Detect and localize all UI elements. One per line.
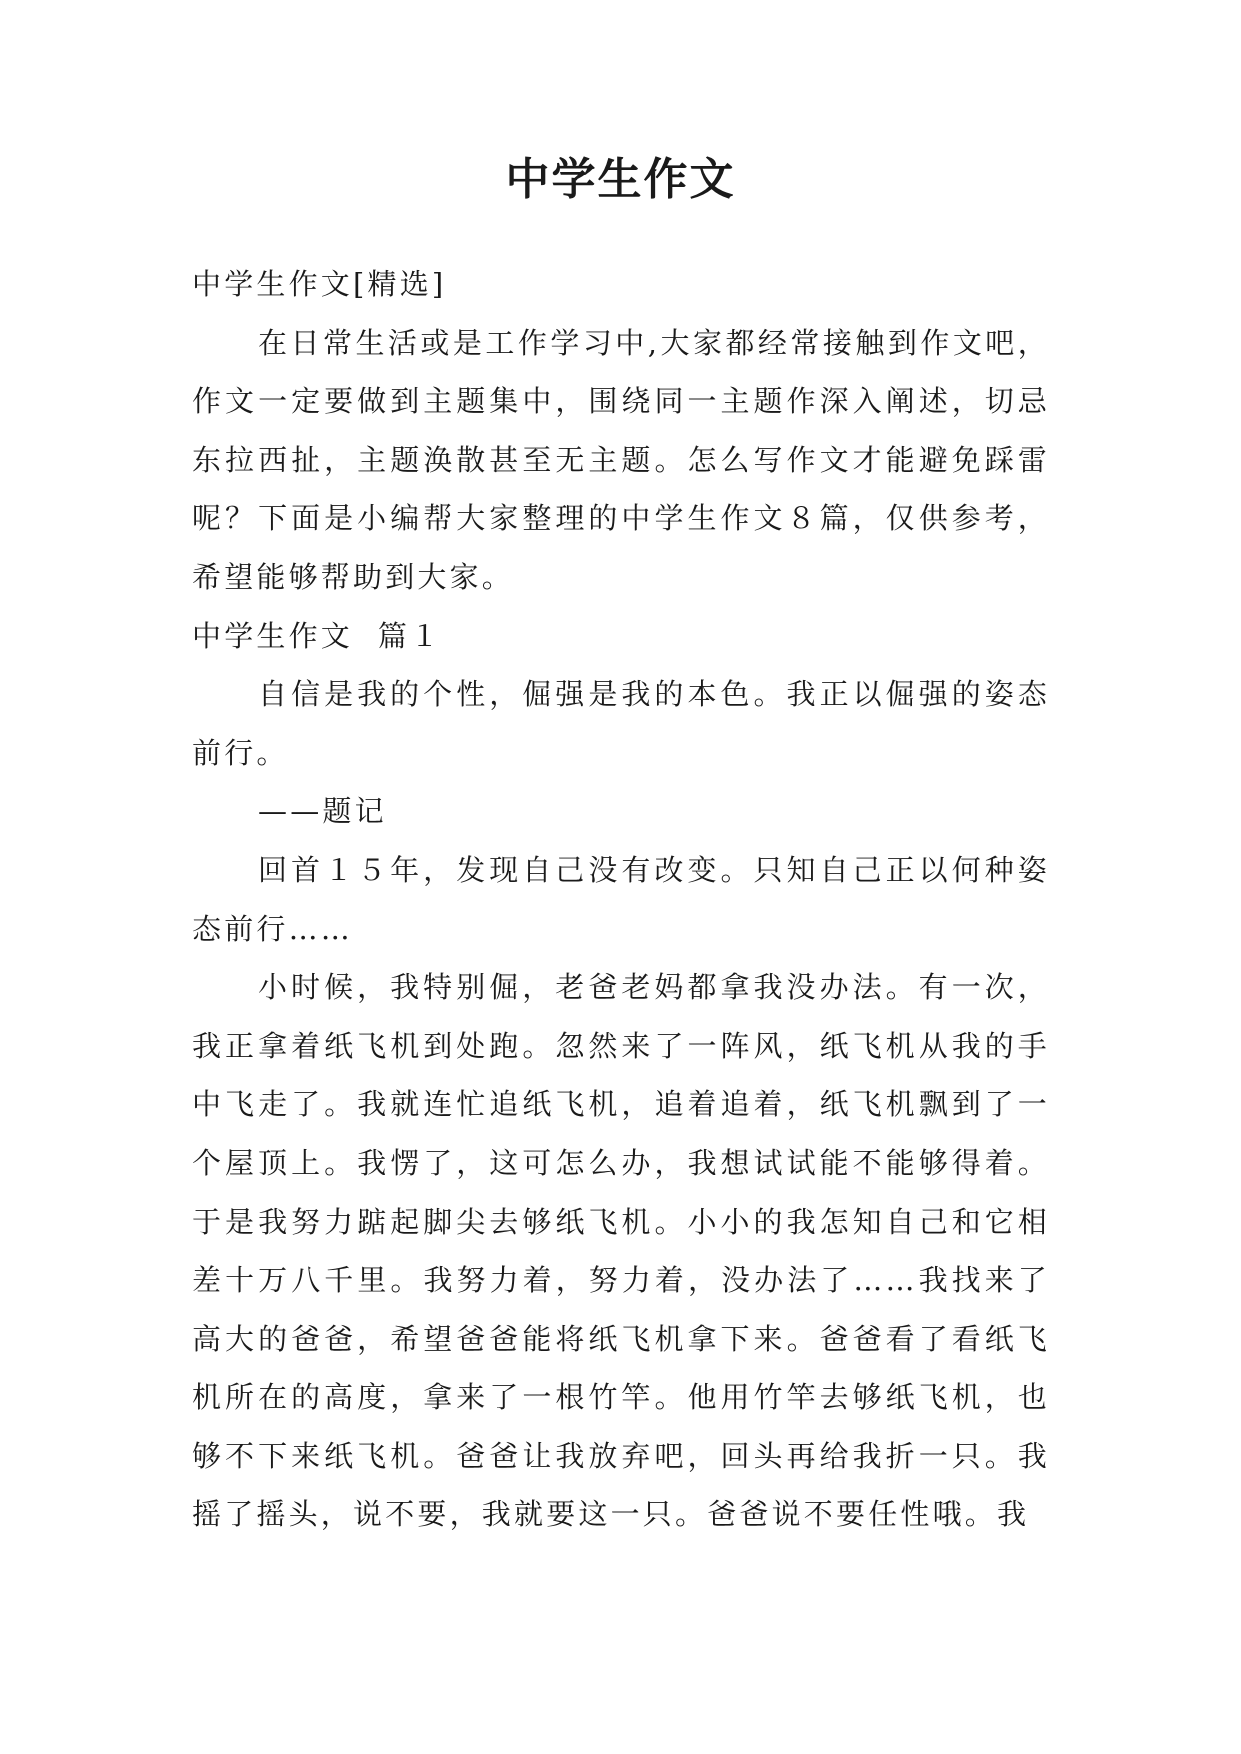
document-body <box>192 255 1050 1544</box>
article-heading: 中学生作文[精选] <box>192 267 447 301</box>
paragraph-3: 小时候，我特别倔，老爸老妈都拿我没办法。有一次，我正拿着纸飞机到处跑。忽然来了一阵风，纸飞机从我的手中飞走了。我就连忙追纸飞机，追着追着，纸飞机飘到了一个屋顶上。我愣了，这可怎么办，我想试试能不能够得着。于是我努力踮起脚尖去够纸飞机。小小的我怎知自己和它相差十万八千里。我努力着，努力着，没办法了……我找来了高大的爸爸，希望爸爸能将纸飞机拿下来。爸爸看了看纸飞机所在的高度，拿来了一根竹竿。他用竹竿去够纸飞机，也够不下来纸飞机。爸爸让我放弃吧，回头再给我折一只。我摇了摇头，说不要，我就要这一只。爸爸说不要任性哦。我 <box>192 970 1050 1532</box>
inscription: ——题记 <box>258 794 387 829</box>
document-title: 中学生作文 <box>505 154 736 205</box>
paragraph-1: 自信是我的个性，倔强是我的本色。我正以倔强的姿态前行。 <box>192 677 1050 770</box>
paragraph-2: 回首１５年，发现自己没有改变。只知自己正以何种姿态前行…… <box>192 852 1050 946</box>
section-heading: 中学生作文 篇１ <box>192 618 443 653</box>
intro-paragraph: 在日常生活或是工作学习中,大家都经常接触到作文吧，作文一定要做到主题集中，围绕同一主题作深入阐述，切忌东拉西扯，主题涣散甚至无主题。怎么写作文才能避免踩雷呢？下面是小编帮大家整理的中学生作文８篇，仅供参考，希望能够帮助到大家。 <box>192 325 1050 594</box>
